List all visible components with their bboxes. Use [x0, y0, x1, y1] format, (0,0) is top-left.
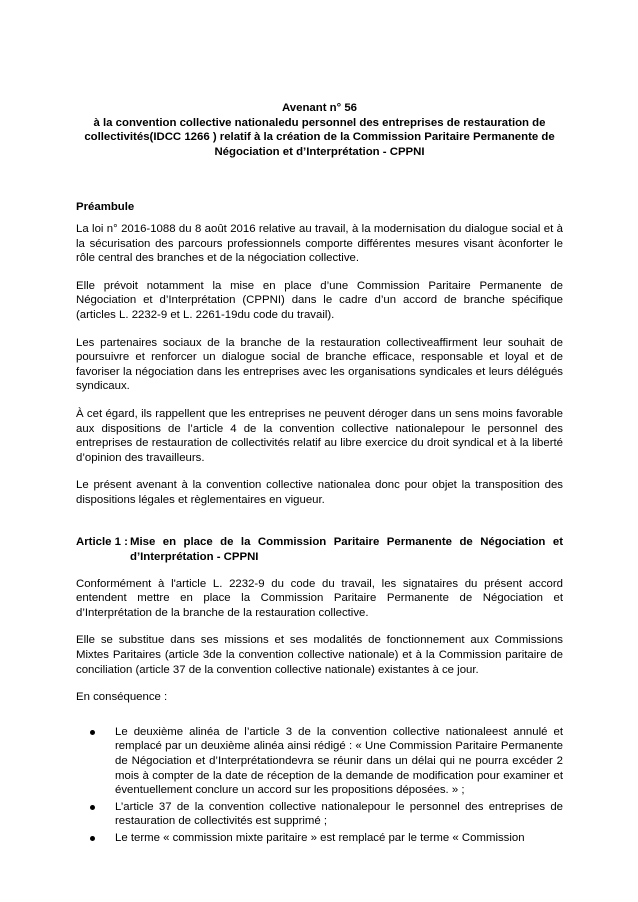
article-title: Mise en place de la Commission Paritaire Permanente de Négociation et d’Interprétation - CPPNI [130, 536, 563, 564]
list-item-text: Le deuxième alinéa de l’article 3 de la convention collective nationaleest annulé et remplacé par un deuxième alinéa ainsi rédigé : « Une Commission Paritaire Permanente de Négociation et d’Interprétationdevra se réunir dans un délai qui ne pourra excéder 2 mois à compter de la date de réception de la demande de modification pour examiner et éventuellement conclure un accord sur les propositions déposées. » ; [115, 725, 563, 797]
preamble-heading: Préambule [76, 201, 135, 214]
title-subject: à la convention collective nationaledu personnel des entreprises de restauration de collectivités(IDCC 1266 ) relatif à la création de la Commission Paritaire Permanente de Négociation et d’Interprétation - CPPNI [84, 116, 555, 158]
bullet-list [76, 725, 563, 846]
bullet-icon [90, 730, 95, 735]
document-page [76, 101, 563, 848]
article-1-heading [76, 535, 563, 564]
preamble-paragraph: Les partenaires sociaux de la branche de la restauration collectiveaffirment leur souhait de poursuivre et renforcer un dialogue social de branche efficace, responsable et loyal et de favoriser la négociation dans les entreprises avec les organisations syndicales et leurs délégués syndicaux. [76, 336, 563, 393]
document-title [76, 101, 563, 159]
bullet-icon [90, 836, 95, 841]
bullet-icon [90, 805, 95, 810]
article-number: Article 1 : [76, 536, 128, 549]
list-item [76, 800, 563, 829]
article-paragraph: En conséquence : [76, 691, 168, 704]
list-item-text: L’article 37 de la convention collective nationalepour le personnel des entreprises de restauration de collectivités est supprimé ; [115, 800, 563, 828]
article-paragraph: Conformément à l'article L. 2232-9 du code du travail, les signataires du présent accord entendent mettre en place la Commission Paritaire Permanente de Négociation et d’Interprétation de la branche de la restauration collective. [76, 577, 563, 619]
list-item-text: Le terme « commission mixte paritaire » est remplacé par le terme « Commission [115, 831, 525, 844]
title-amendment-number: Avenant n° 56 [281, 102, 358, 114]
list-item [76, 725, 563, 798]
list-item [76, 831, 563, 846]
article-paragraph: Elle se substitue dans ses missions et ses modalités de fonctionnement aux Commissions Mixtes Paritaires (article 3de la convention collective nationale) et à la Commission paritaire de conciliation (article 37 de la convention collective nationale) existantes à ce jour. [76, 634, 563, 676]
preamble-paragraph: À cet égard, ils rappellent que les entreprises ne peuvent déroger dans un sens moins favorable aux dispositions de l’article 4 de la convention collective nationalepour le personnel des entreprises de restauration de collectivités relatif au libre exercice du droit syndical et à la liberté d’opinion des travailleurs. [76, 407, 563, 464]
preamble-paragraph: Elle prévoit notamment la mise en place d’une Commission Paritaire Permanente de Négociation et d’Interprétation (CPPNI) dans le cadre d’un accord de branche spécifique (articles L. 2232-9 et L. 2261-19du code du travail). [76, 279, 563, 321]
preamble-paragraph: La loi n° 2016-1088 du 8 août 2016 relative au travail, à la modernisation du dialogue social et à la sécurisation des parcours professionnels comporte différentes mesures visant àconforter le rôle central des branches et de la négociation collective. [76, 222, 563, 265]
preamble-paragraph: Le présent avenant à la convention collective nationalea donc pour objet la transposition des dispositions légales et règlementaires en vigueur. [76, 479, 563, 506]
